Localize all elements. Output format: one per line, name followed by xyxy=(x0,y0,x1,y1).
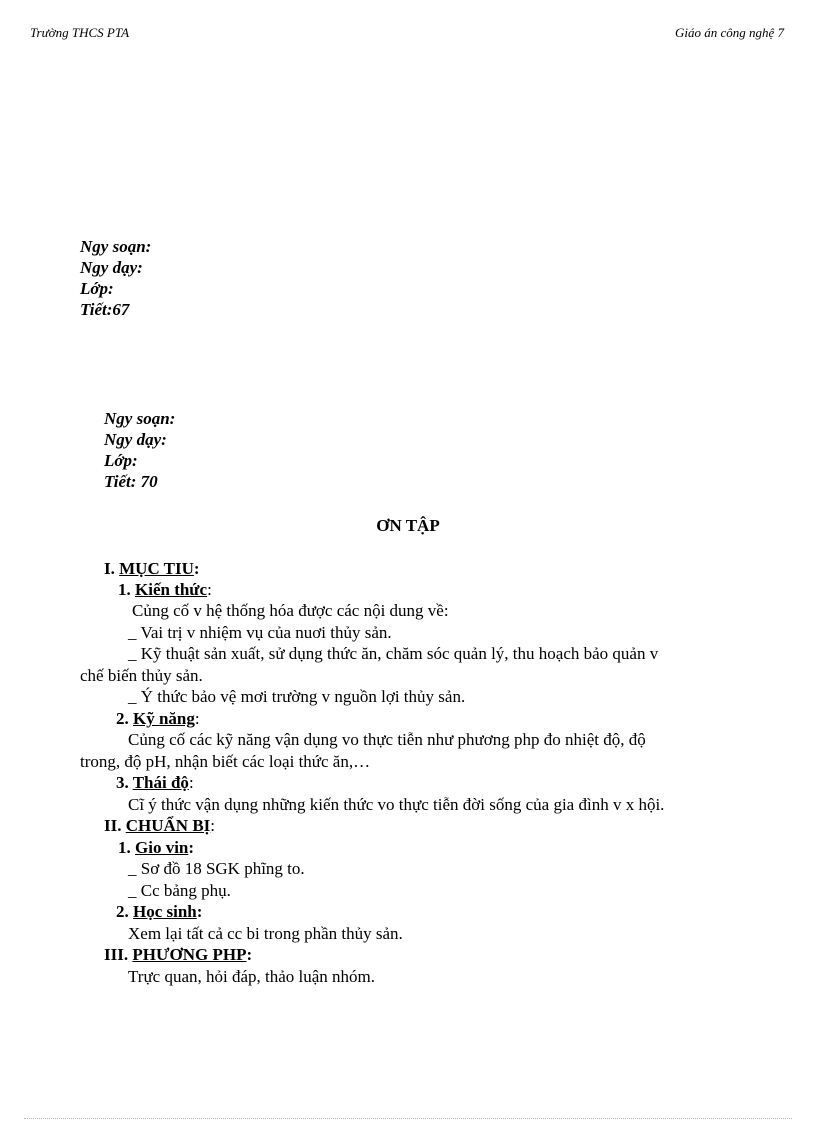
section-2-num: II. xyxy=(104,816,122,835)
lop-label: Lớp: xyxy=(80,279,114,298)
section-2-title: CHUẨN BỊ xyxy=(125,816,211,835)
ngay-day-label: Ngy dạy: xyxy=(80,258,143,277)
giao-vien-bullet-1: _ Sơ đồ 18 SGK phĩng to. xyxy=(128,859,305,878)
tiet-label: Tiết:67 xyxy=(80,300,130,319)
section-3-num: III. xyxy=(104,945,129,964)
kien-thuc-bullet-2-line-1: _ Kỹ thuật sản xuất, sử dụng thức ăn, chăm sóc quản lý, thu hoạch bảo quản v xyxy=(128,644,659,663)
section-3-heading xyxy=(104,944,252,965)
tiet-label: Tiết: 70 xyxy=(104,472,158,491)
ky-nang-heading xyxy=(116,708,200,729)
giao-vien-heading xyxy=(118,837,194,858)
kien-thuc-intro: Củng cố v hệ thống hóa được các nội dung về: xyxy=(132,601,449,620)
kien-thuc-bullet-3: _ Ý thức bảo vệ mơi trường v nguồn lợi thủy sản. xyxy=(128,687,466,706)
page-bottom-divider xyxy=(24,1118,792,1119)
giao-vien-label: Gio vin xyxy=(135,838,189,857)
section-3-line-1: Trực quan, hỏi đáp, thảo luận nhóm. xyxy=(128,967,376,986)
section-1-heading xyxy=(104,558,200,579)
hoc-sinh-line-1: Xem lại tất cả cc bi trong phần thủy sản. xyxy=(128,924,403,943)
ngay-day-label: Ngy dạy: xyxy=(104,430,167,449)
thai-do-label: Thái độ xyxy=(132,773,189,792)
section-1-num: I. xyxy=(104,559,115,578)
header-school: Trường THCS PTA xyxy=(30,25,130,40)
kien-thuc-colon: : xyxy=(207,580,212,599)
section-3-colon: : xyxy=(246,945,253,964)
hoc-sinh-label: Học sinh xyxy=(133,902,197,921)
meta-block-1 xyxy=(80,236,151,320)
hoc-sinh-colon: : xyxy=(196,902,203,921)
meta-block-2 xyxy=(104,408,175,492)
hoc-sinh-num: 2. xyxy=(116,902,129,921)
giao-vien-num: 1. xyxy=(118,838,131,857)
ngay-soan-label: Ngy soạn: xyxy=(104,409,176,428)
thai-do-heading xyxy=(116,772,194,793)
thai-do-colon: : xyxy=(188,773,194,792)
kien-thuc-num: 1. xyxy=(118,580,131,599)
kien-thuc-bullet-2-line-2: chế biến thủy sản. xyxy=(80,666,203,685)
kien-thuc-label: Kiến thức xyxy=(135,580,208,599)
header-subject: Giáo án công nghệ 7 xyxy=(674,25,784,40)
kien-thuc-bullet-1: _ Vai trị v nhiệm vụ của nuơi thủy sản. xyxy=(128,623,392,642)
section-2-heading xyxy=(104,815,215,836)
section-2-colon: : xyxy=(210,816,216,835)
section-3-title: PHƯƠNG PHP xyxy=(132,945,247,964)
thai-do-num: 3. xyxy=(116,773,129,792)
thai-do-line-1: Cĩ ý thức vận dụng những kiến thức vo thực tiễn đời sống của gia đình v x hội. xyxy=(128,795,665,814)
ky-nang-line-2: trong, độ pH, nhận biết các loại thức ăn,… xyxy=(80,752,371,771)
lop-label: Lớp: xyxy=(104,451,138,470)
ky-nang-label: Kỹ năng xyxy=(133,709,195,728)
kien-thuc-heading xyxy=(118,579,212,600)
giao-vien-bullet-2: _ Cc bảng phụ. xyxy=(128,881,231,900)
section-1-title: MỤC TIU xyxy=(119,559,194,578)
giao-vien-colon: : xyxy=(188,838,195,857)
section-1-colon: : xyxy=(193,559,200,578)
ky-nang-colon: : xyxy=(194,709,200,728)
ngay-soan-label: Ngy soạn: xyxy=(80,237,152,256)
page-title: ƠN TẬP xyxy=(376,516,440,535)
hoc-sinh-heading xyxy=(116,901,202,922)
ky-nang-num: 2. xyxy=(116,709,129,728)
ky-nang-line-1: Củng cố các kỹ năng vận dụng vo thực tiễn như phương php đo nhiệt độ, độ xyxy=(128,730,646,749)
